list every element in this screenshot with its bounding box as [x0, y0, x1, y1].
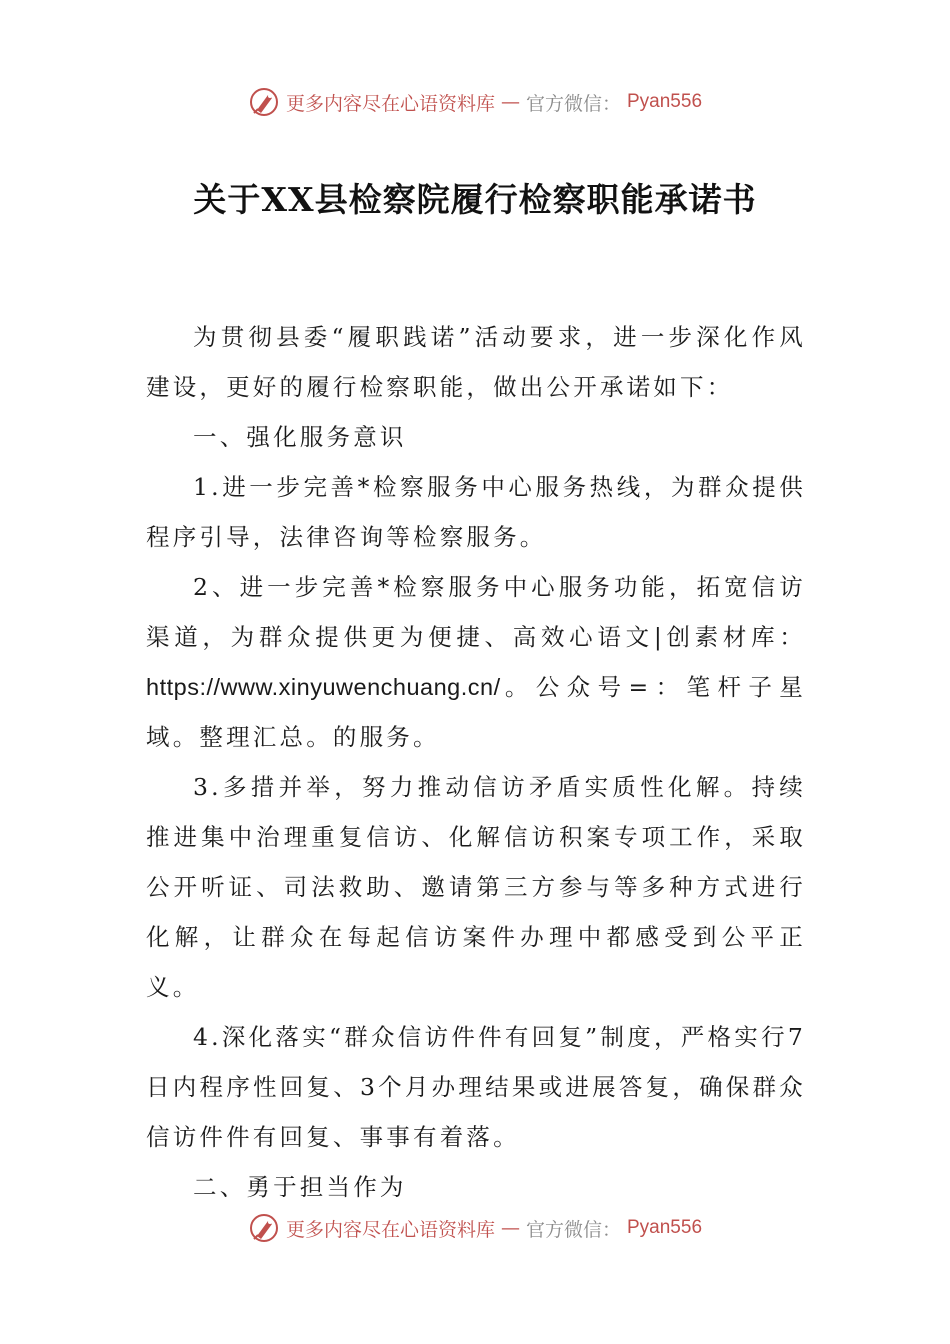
watermark-separator: — — [500, 1217, 520, 1239]
item-paragraph-2 — [146, 562, 806, 762]
watermark-wechat-id: Pyan556 — [627, 91, 703, 112]
item-paragraph-1: 1.进一步完善*检察服务中心服务热线，为群众提供程序引导，法律咨询等检察服务。 — [146, 473, 806, 551]
pen-nib-logo-icon — [248, 1212, 280, 1244]
watermark-official-label: 官方微信： — [525, 92, 621, 115]
watermark-separator: — — [500, 91, 520, 113]
item-2-text-after: 。公众号=：笔杆子星域。整理汇总。的服务。 — [146, 673, 806, 751]
watermark-site-text: 更多内容尽在心语资料库 — [285, 92, 495, 115]
item-paragraph-4: 4.深化落实“群众信访件件有回复”制度，严格实行7日内程序性回复、3个月办理结果或进展答复，确保群众信访件件有回复、事事有着落。 — [146, 1023, 806, 1151]
watermark-official-label: 官方微信： — [525, 1218, 621, 1241]
section-heading-2: 二、勇于担当作为 — [193, 1173, 407, 1201]
section-heading-1: 一、强化服务意识 — [193, 423, 407, 451]
footer-watermark — [0, 1212, 950, 1244]
intro-paragraph: 为贯彻县委“履职践诺”活动要求，进一步深化作风建设，更好的履行检察职能，做出公开承诺如下： — [146, 323, 806, 401]
watermark-wechat-id: Pyan556 — [627, 1217, 703, 1238]
item-2-url-link[interactable]: https://www.xinyuwenchuang.cn/ — [146, 674, 501, 700]
document-body — [146, 312, 806, 1212]
header-watermark — [0, 86, 950, 118]
item-2-text-before: 2、进一步完善*检察服务中心服务功能，拓宽信访渠道，为群众提供更为便捷、高效心语文|创素材库： — [146, 573, 806, 651]
document-title: 关于XX县检察院履行检察职能承诺书 — [193, 180, 757, 219]
pen-nib-logo-icon — [248, 86, 280, 118]
item-paragraph-3: 3.多措并举，努力推动信访矛盾实质性化解。持续推进集中治理重复信访、化解信访积案专项工作，采取公开听证、司法救助、邀请第三方参与等多种方式进行化解，让群众在每起信访案件办理中都感受到公平正义。 — [146, 773, 806, 1001]
watermark-site-text: 更多内容尽在心语资料库 — [285, 1218, 495, 1241]
